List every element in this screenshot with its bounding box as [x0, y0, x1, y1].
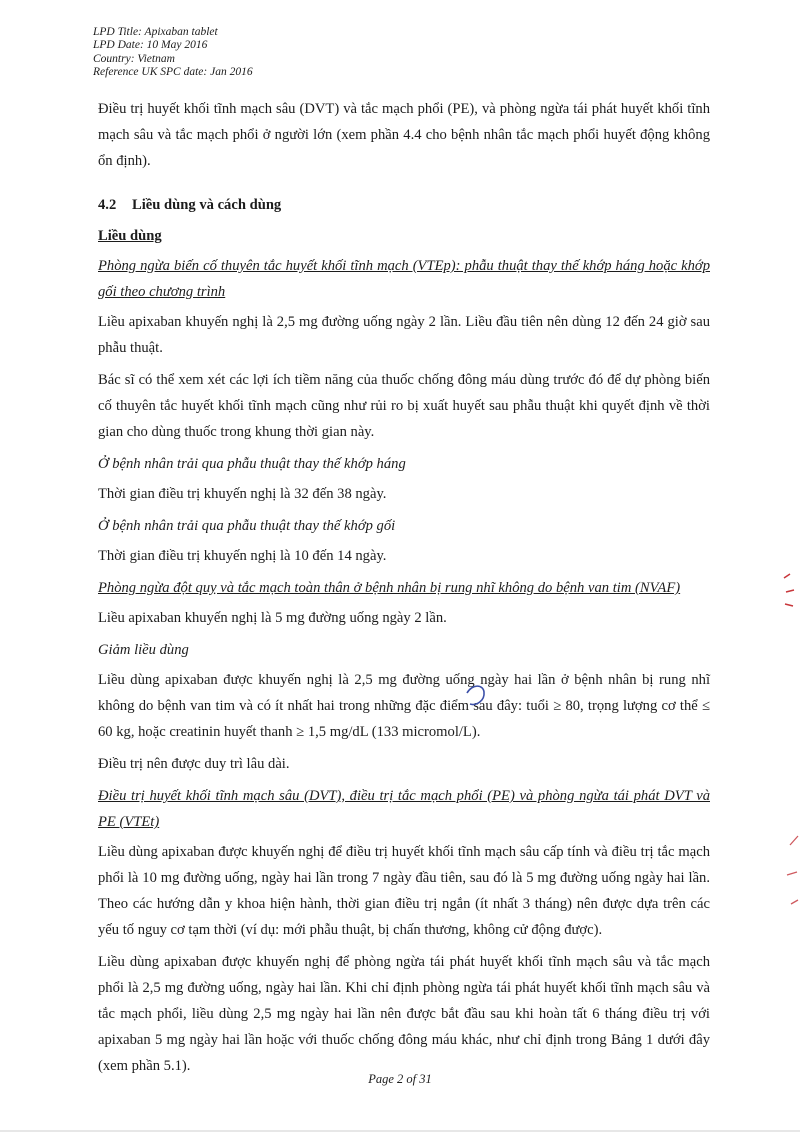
stamp-fragment-mark: [784, 574, 794, 606]
vtep-heading: Phòng ngừa biến cố thuyên tắc huyết khối tĩnh mạch (VTEp): phẫu thuật thay thế khớp háng hoặc khớp gối theo chương trình: [98, 258, 710, 300]
document-body: [98, 96, 710, 1085]
section-heading: [98, 192, 710, 218]
section-title: Liều dùng và cách dùng: [132, 197, 282, 213]
vtep-dose-paragraph: Liều apixaban khuyến nghị là 2,5 mg đường uống ngày 2 lần. Liều đầu tiên nên dùng 12 đến 24 giờ sau phẫu thuật.: [98, 314, 710, 356]
hip-duration-text: Thời gian điều trị khuyến nghị là 32 đến 38 ngày.: [98, 486, 387, 502]
knee-duration-text: Thời gian điều trị khuyến nghị là 10 đến 14 ngày.: [98, 548, 387, 564]
section-number: 4.2: [98, 197, 117, 213]
indication-paragraph: Điều trị huyết khối tĩnh mạch sâu (DVT) và tắc mạch phổi (PE), và phòng ngừa tái phát huyết khối tĩnh mạch sâu và tắc mạch phổi ở người lớn (xem phần 4.4 cho bệnh nhân tắc mạch phổi huyết động không ổn định).: [98, 101, 710, 169]
dose-reduction-paragraph: Liều dùng apixaban được khuyến nghị là 2,5 mg đường uống ngày hai lần ở bệnh nhân bị rung nhĩ không do bệnh van tim và có ít nhất hai trong những đặc điểm sau đây: tuổi ≥ 80, trọng lượng cơ thể ≤ 60 kg, hoặc creatinin huyết thanh ≥ 1,5 mg/dL (133 micromol/L).: [98, 672, 710, 740]
hip-surgery-heading: Ở bệnh nhân trải qua phẫu thuật thay thế khớp háng: [98, 456, 406, 472]
meta-title: LPD Title: Apixaban tablet: [93, 26, 218, 38]
vtet-treatment-paragraph: Liều dùng apixaban được khuyến nghị để điều trị huyết khối tĩnh mạch sâu cấp tính và điều trị tắc mạch phổi là 10 mg đường uống, ngày hai lần trong 7 ngày đầu tiên, sau đó là 5 mg đường uống ngày hai lần. Theo các hướng dẫn y khoa hiện hành, thời gian điều trị ngắn (ít nhất 3 tháng) nên được dựa trên các yếu tố nguy cơ tạm thời (ví dụ: mới phẫu thuật, bị chấn thương, không cử động được).: [98, 844, 710, 938]
dosage-heading: Liều dùng: [98, 228, 162, 244]
page-number: Page 2 of 31: [368, 1072, 432, 1086]
meta-country: Country: Vietnam: [93, 52, 175, 65]
meta-date: LPD Date: 10 May 2016: [93, 39, 208, 52]
stamp-fragment-mark: [787, 836, 798, 904]
nvaf-heading: Phòng ngừa đột quỵ và tắc mạch toàn thân ở bệnh nhân bị rung nhĩ không do bệnh van tim (NVAF): [98, 580, 681, 596]
nvaf-dose-text: Liều apixaban khuyến nghị là 5 mg đường uống ngày 2 lần.: [98, 610, 447, 626]
vtep-consideration-paragraph: Bác sĩ có thể xem xét các lợi ích tiềm năng của thuốc chống đông máu dùng trước đó để dự phòng biến cố thuyên tắc huyết khối tĩnh mạch cũng như rủi ro bị xuất huyết sau phẫu thuật khi quyết định về thời gian cho dùng thuốc trong khung thời gian này.: [98, 372, 710, 440]
vtet-heading: Điều trị huyết khối tĩnh mạch sâu (DVT), điều trị tắc mạch phổi (PE) và phòng ngừa tái phát DVT và PE (VTEt): [98, 788, 710, 830]
vtet-prevention-paragraph: Liều dùng apixaban được khuyến nghị để phòng ngừa tái phát huyết khối tĩnh mạch sâu và tắc mạch phổi là 2,5 mg đường uống, ngày hai lần. Khi chỉ định phòng ngừa tái phát huyết khối tĩnh mạch sâu và tắc mạch phổi, liều dùng 2,5 mg ngày hai lần nên được bắt đầu sau khi hoàn tất 6 tháng điều trị với apixaban 5 mg ngày hai lần hoặc với thuốc chống đông máu khác, như chỉ định trong Bảng 1 dưới đây (xem phần 5.1).: [98, 954, 710, 1074]
dose-reduction-heading: Giảm liều dùng: [98, 642, 189, 658]
meta-reference: Reference UK SPC date: Jan 2016: [93, 65, 253, 78]
knee-surgery-heading: Ở bệnh nhân trải qua phẫu thuật thay thế khớp gối: [98, 518, 396, 534]
document-metadata: [93, 26, 253, 79]
long-term-text: Điều trị nên được duy trì lâu dài.: [98, 756, 290, 772]
